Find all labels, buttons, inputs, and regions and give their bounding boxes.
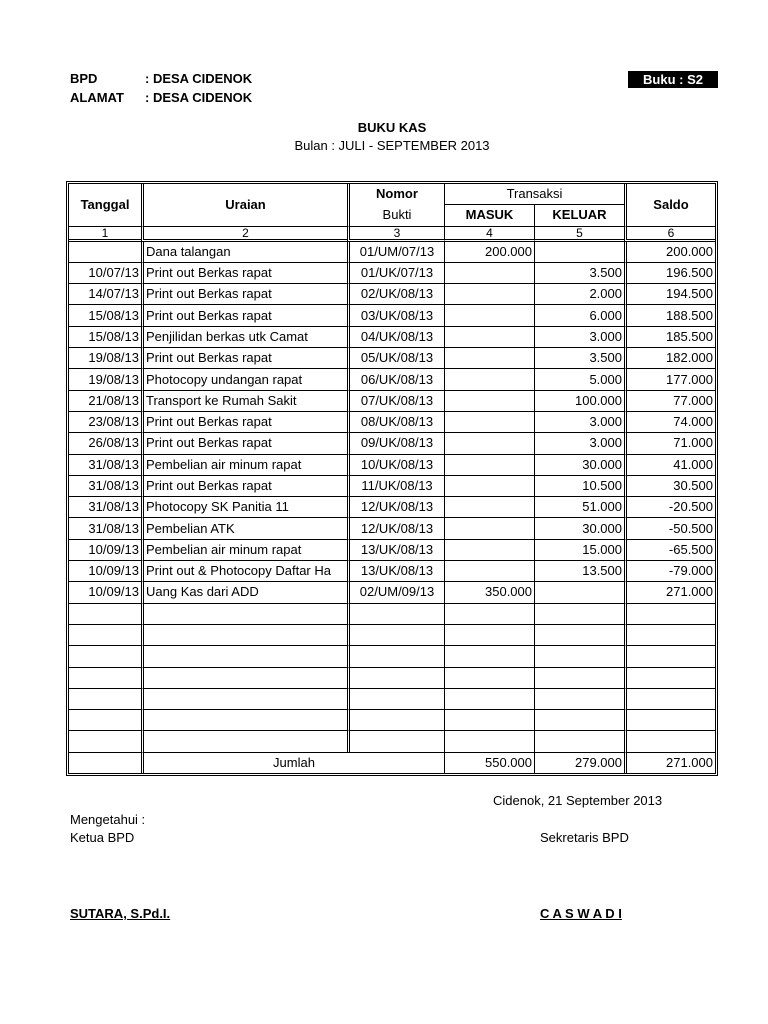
cell-tanggal: 26/08/13: [69, 432, 141, 453]
cell-saldo: -20.500: [624, 496, 715, 517]
cell-uraian: Print out Berkas rapat: [141, 347, 347, 368]
cell-tanggal: [69, 242, 141, 262]
column-number-row: [69, 226, 715, 242]
cell-masuk: 350.000: [444, 581, 534, 602]
cell-tanggal: 10/09/13: [69, 581, 141, 602]
cell-tanggal: 31/08/13: [69, 517, 141, 538]
cell-tanggal: [69, 709, 141, 730]
table-row: [69, 496, 715, 517]
cell-bukti: 13/UK/08/13: [347, 560, 444, 581]
cell-uraian: [141, 645, 347, 666]
cell-bukti: [347, 667, 444, 688]
cell-keluar: [534, 667, 624, 688]
cell-keluar: 6.000: [534, 304, 624, 325]
cell-saldo: 41.000: [624, 454, 715, 475]
cell-masuk: [444, 688, 534, 709]
cell-keluar: [534, 709, 624, 730]
cell-saldo: 185.500: [624, 326, 715, 347]
cell-uraian: Photocopy undangan rapat: [141, 368, 347, 389]
cell-keluar: [534, 624, 624, 645]
cell-saldo: [624, 730, 715, 751]
cell-saldo: 74.000: [624, 411, 715, 432]
cell-bukti: 01/UM/07/13: [347, 242, 444, 262]
sekretaris-name: C A S W A D I: [540, 906, 622, 921]
cell-uraian: Penjilidan berkas utk Camat: [141, 326, 347, 347]
cell-saldo: -65.500: [624, 539, 715, 560]
cell-keluar: 3.500: [534, 347, 624, 368]
cell-saldo: [624, 624, 715, 645]
cell-bukti: [347, 688, 444, 709]
buku-badge: Buku : S2: [628, 71, 718, 88]
total-keluar: 279.000: [534, 752, 624, 773]
cell-masuk: [444, 390, 534, 411]
col-number: 1: [69, 226, 141, 242]
cell-bukti: [347, 709, 444, 730]
cell-keluar: 3.500: [534, 262, 624, 283]
cell-bukti: 07/UK/08/13: [347, 390, 444, 411]
table-row: [69, 730, 715, 751]
document-title: BUKU KAS: [357, 120, 427, 135]
cell-bukti: 12/UK/08/13: [347, 496, 444, 517]
table-row: [69, 624, 715, 645]
cell-uraian: [141, 603, 347, 624]
cell-uraian: Print out Berkas rapat: [141, 432, 347, 453]
table-row: [69, 304, 715, 325]
col-number: 5: [534, 226, 624, 242]
table-row: [69, 475, 715, 496]
cell-saldo: 182.000: [624, 347, 715, 368]
total-blank: [69, 752, 141, 773]
cell-tanggal: 10/07/13: [69, 262, 141, 283]
cell-tanggal: [69, 667, 141, 688]
col-header-transaksi: Transaksi: [444, 184, 624, 204]
cell-uraian: Print out Berkas rapat: [141, 411, 347, 432]
cell-keluar: 51.000: [534, 496, 624, 517]
table-row: [69, 347, 715, 368]
cell-saldo: 271.000: [624, 581, 715, 602]
cell-saldo: 188.500: [624, 304, 715, 325]
cell-uraian: Uang Kas dari ADD: [141, 581, 347, 602]
cell-masuk: [444, 262, 534, 283]
cell-masuk: [444, 624, 534, 645]
cell-masuk: [444, 304, 534, 325]
table-row: [69, 517, 715, 538]
cell-tanggal: [69, 624, 141, 645]
cell-masuk: [444, 411, 534, 432]
cell-masuk: [444, 283, 534, 304]
cell-saldo: 71.000: [624, 432, 715, 453]
bpd-label: BPD: [70, 71, 98, 86]
cell-tanggal: [69, 688, 141, 709]
cell-tanggal: 31/08/13: [69, 475, 141, 496]
cell-masuk: 200.000: [444, 242, 534, 262]
cell-masuk: [444, 709, 534, 730]
ledger-body: [69, 242, 715, 752]
table-row: [69, 262, 715, 283]
cell-saldo: 30.500: [624, 475, 715, 496]
ketua-title: Ketua BPD: [70, 830, 135, 845]
cell-bukti: [347, 624, 444, 645]
cell-keluar: 10.500: [534, 475, 624, 496]
cell-saldo: [624, 603, 715, 624]
cell-masuk: [444, 603, 534, 624]
cell-keluar: [534, 603, 624, 624]
cell-saldo: [624, 688, 715, 709]
cell-keluar: 5.000: [534, 368, 624, 389]
table-row: [69, 603, 715, 624]
cell-bukti: 02/UM/09/13: [347, 581, 444, 602]
cell-masuk: [444, 496, 534, 517]
table-row: [69, 242, 715, 262]
cell-saldo: 77.000: [624, 390, 715, 411]
alamat-label: ALAMAT: [70, 90, 124, 105]
cell-masuk: [444, 475, 534, 496]
cell-bukti: [347, 645, 444, 666]
cell-saldo: 200.000: [624, 242, 715, 262]
cell-bukti: 09/UK/08/13: [347, 432, 444, 453]
cell-uraian: Pembelian ATK: [141, 517, 347, 538]
cell-tanggal: 19/08/13: [69, 347, 141, 368]
sekretaris-title: Sekretaris BPD: [540, 830, 629, 845]
document-period: Bulan : JULI - SEPTEMBER 2013: [294, 138, 490, 153]
cell-keluar: [534, 645, 624, 666]
col-header-tanggal: Tanggal: [80, 196, 130, 212]
cell-tanggal: 10/09/13: [69, 560, 141, 581]
cell-tanggal: 10/09/13: [69, 539, 141, 560]
cell-bukti: [347, 730, 444, 751]
cell-keluar: 15.000: [534, 539, 624, 560]
table-row: [69, 368, 715, 389]
cell-masuk: [444, 517, 534, 538]
col-header-uraian: Uraian: [141, 184, 347, 226]
table-row: [69, 560, 715, 581]
alamat-value: : DESA CIDENOK: [145, 90, 253, 105]
cell-uraian: Transport ke Rumah Sakit: [141, 390, 347, 411]
cell-bukti: 01/UK/07/13: [347, 262, 444, 283]
col-number: 3: [347, 226, 444, 242]
place-date: Cidenok, 21 September 2013: [493, 793, 663, 808]
cell-uraian: Photocopy SK Panitia 11: [141, 496, 347, 517]
table-row: [69, 688, 715, 709]
cell-keluar: 100.000: [534, 390, 624, 411]
cell-saldo: 196.500: [624, 262, 715, 283]
cell-tanggal: 14/07/13: [69, 283, 141, 304]
cell-masuk: [444, 645, 534, 666]
cell-masuk: [444, 539, 534, 560]
cell-uraian: [141, 624, 347, 645]
table-row: [69, 454, 715, 475]
cell-uraian: Pembelian air minum rapat: [141, 454, 347, 475]
cell-bukti: 13/UK/08/13: [347, 539, 444, 560]
cell-keluar: 13.500: [534, 560, 624, 581]
table-row: [69, 390, 715, 411]
col-header-bukti: Bukti: [347, 204, 444, 225]
cell-saldo: -79.000: [624, 560, 715, 581]
cell-bukti: 03/UK/08/13: [347, 304, 444, 325]
cell-tanggal: 15/08/13: [69, 326, 141, 347]
cell-tanggal: [69, 645, 141, 666]
cell-uraian: Print out Berkas rapat: [141, 262, 347, 283]
cell-bukti: [347, 603, 444, 624]
cell-keluar: 30.000: [534, 454, 624, 475]
cell-keluar: [534, 581, 624, 602]
cell-bukti: 06/UK/08/13: [347, 368, 444, 389]
cell-tanggal: 23/08/13: [69, 411, 141, 432]
col-number: 4: [444, 226, 534, 242]
cell-tanggal: 31/08/13: [69, 454, 141, 475]
cell-uraian: Print out Berkas rapat: [141, 304, 347, 325]
table-row: [69, 667, 715, 688]
col-header-nomor: Nomor: [347, 184, 444, 204]
cell-masuk: [444, 347, 534, 368]
cell-masuk: [444, 454, 534, 475]
cell-tanggal: 21/08/13: [69, 390, 141, 411]
total-saldo: 271.000: [624, 752, 715, 773]
cell-keluar: 3.000: [534, 411, 624, 432]
ledger-table: [66, 181, 718, 776]
cell-keluar: [534, 730, 624, 751]
table-row: [69, 709, 715, 730]
cell-keluar: [534, 688, 624, 709]
table-row: [69, 432, 715, 453]
cell-keluar: [534, 242, 624, 262]
bpd-value: : DESA CIDENOK: [145, 71, 253, 86]
cell-bukti: 11/UK/08/13: [347, 475, 444, 496]
cell-tanggal: 19/08/13: [69, 368, 141, 389]
cell-saldo: [624, 645, 715, 666]
cell-bukti: 04/UK/08/13: [347, 326, 444, 347]
cell-uraian: Dana talangan: [141, 242, 347, 262]
cell-tanggal: [69, 603, 141, 624]
cell-keluar: 30.000: [534, 517, 624, 538]
cell-keluar: 3.000: [534, 432, 624, 453]
total-row: [69, 752, 715, 773]
table-row: [69, 411, 715, 432]
cell-keluar: 3.000: [534, 326, 624, 347]
cell-saldo: -50.500: [624, 517, 715, 538]
cell-saldo: [624, 667, 715, 688]
cell-uraian: Print out Berkas rapat: [141, 475, 347, 496]
table-row: [69, 539, 715, 560]
cell-saldo: 194.500: [624, 283, 715, 304]
cell-uraian: Print out & Photocopy Daftar Ha: [141, 560, 347, 581]
table-row: [69, 283, 715, 304]
ketua-name: SUTARA, S.Pd.I.: [70, 906, 171, 921]
col-header-keluar: KELUAR: [534, 204, 624, 225]
col-header-masuk: MASUK: [444, 204, 534, 225]
cell-uraian: [141, 688, 347, 709]
cell-uraian: [141, 709, 347, 730]
cell-bukti: 02/UK/08/13: [347, 283, 444, 304]
cell-uraian: [141, 730, 347, 751]
cell-saldo: 177.000: [624, 368, 715, 389]
cell-masuk: [444, 667, 534, 688]
cell-keluar: 2.000: [534, 283, 624, 304]
cell-masuk: [444, 560, 534, 581]
cell-bukti: 10/UK/08/13: [347, 454, 444, 475]
total-masuk: 550.000: [444, 752, 534, 773]
cell-bukti: 12/UK/08/13: [347, 517, 444, 538]
table-row: [69, 581, 715, 602]
cell-tanggal: 15/08/13: [69, 304, 141, 325]
cell-uraian: [141, 667, 347, 688]
col-header-saldo: Saldo: [624, 184, 715, 226]
cell-masuk: [444, 326, 534, 347]
table-row: [69, 326, 715, 347]
cell-masuk: [444, 432, 534, 453]
cell-bukti: 08/UK/08/13: [347, 411, 444, 432]
cell-tanggal: 31/08/13: [69, 496, 141, 517]
table-row: [69, 645, 715, 666]
mengetahui-label: Mengetahui :: [70, 812, 146, 827]
total-label: Jumlah: [141, 752, 444, 773]
cell-uraian: Print out Berkas rapat: [141, 283, 347, 304]
cell-tanggal: [69, 730, 141, 751]
cell-uraian: Pembelian air minum rapat: [141, 539, 347, 560]
cell-masuk: [444, 368, 534, 389]
cell-masuk: [444, 730, 534, 751]
col-number: 6: [624, 226, 715, 242]
cell-bukti: 05/UK/08/13: [347, 347, 444, 368]
cell-saldo: [624, 709, 715, 730]
col-number: 2: [141, 226, 347, 242]
